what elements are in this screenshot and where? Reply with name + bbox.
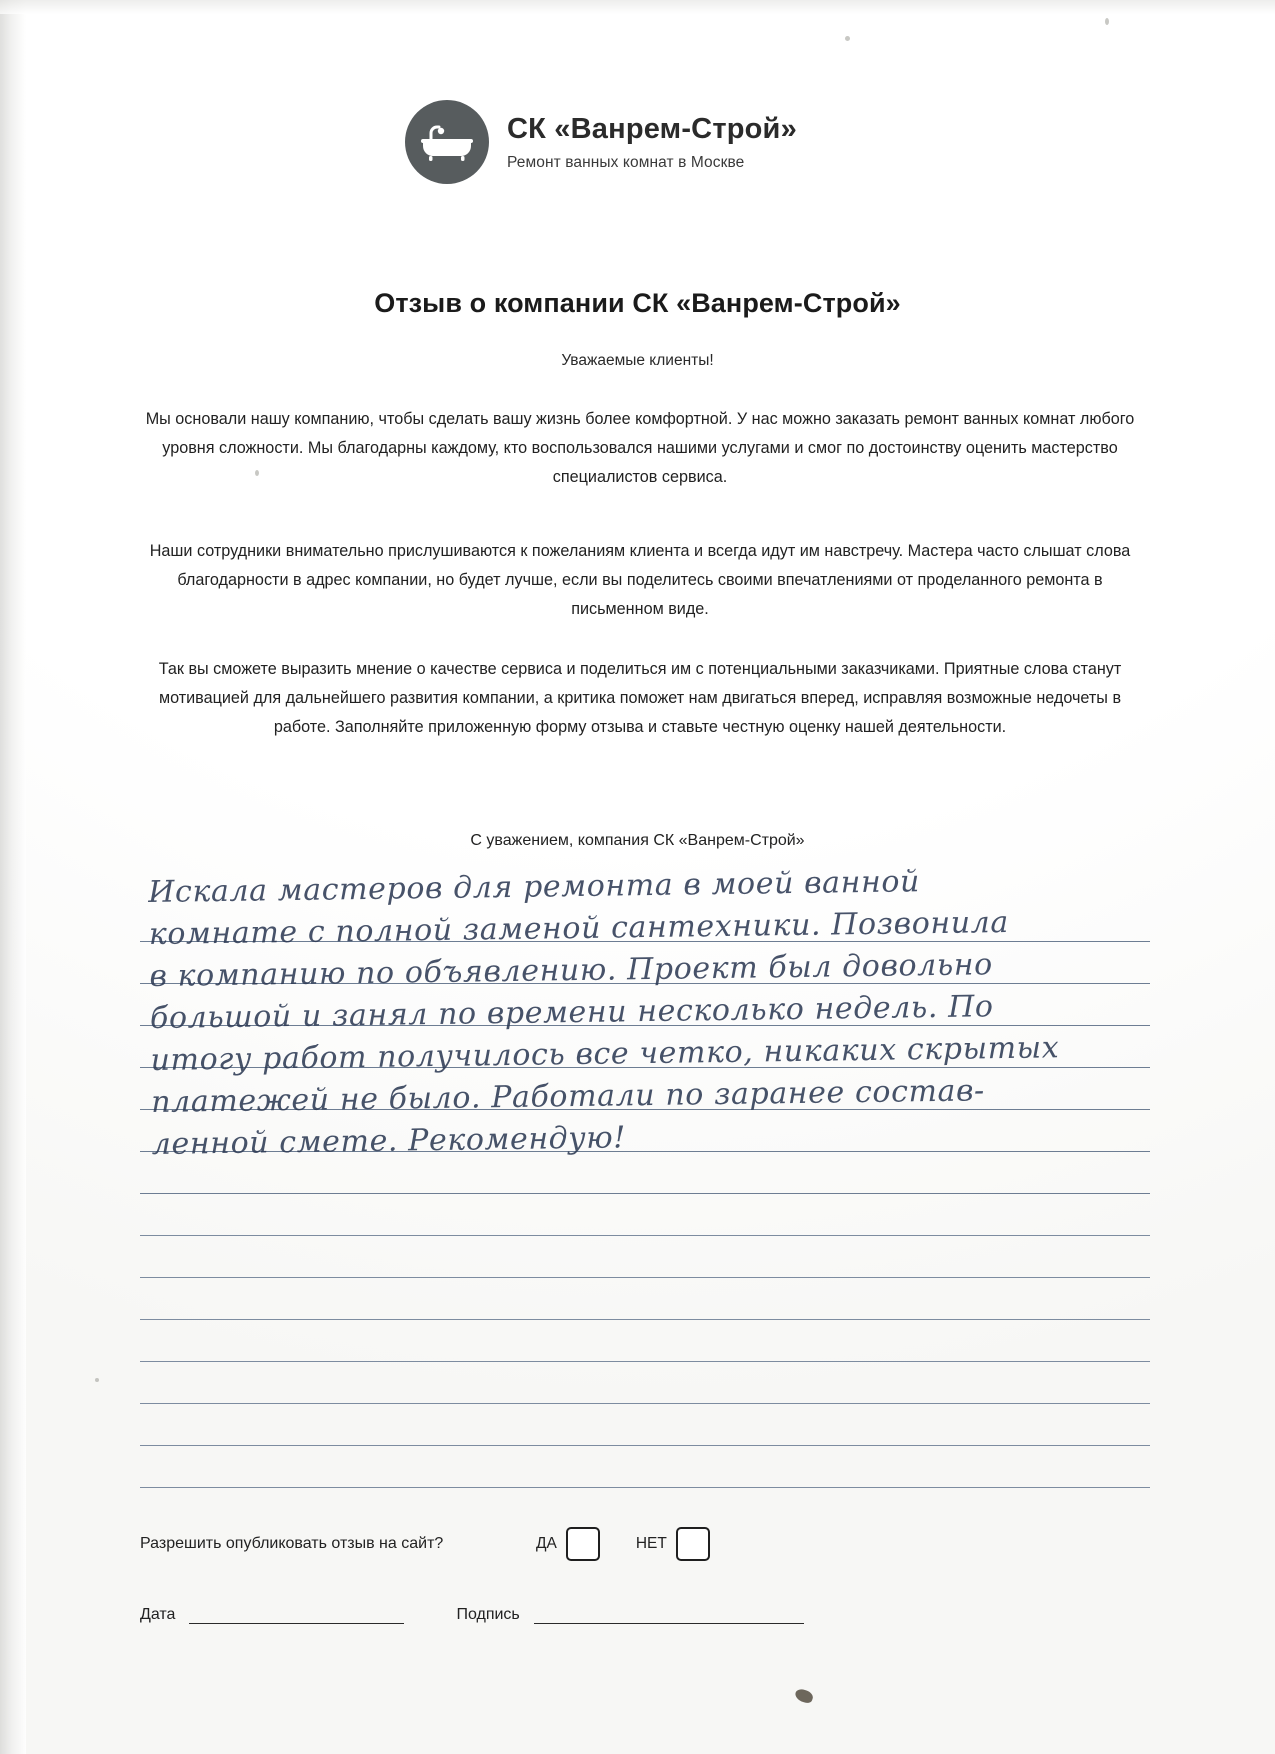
scan-left-edge-shadow bbox=[0, 0, 26, 1754]
publish-no-checkbox[interactable] bbox=[676, 1527, 710, 1561]
bathtub-icon bbox=[405, 100, 489, 184]
salutation: Уважаемые клиенты! bbox=[561, 352, 714, 369]
rule-line bbox=[140, 1194, 1150, 1236]
rule-line bbox=[140, 1404, 1150, 1446]
letterhead bbox=[405, 100, 797, 184]
rule-line bbox=[140, 1068, 1150, 1110]
publish-yes-checkbox[interactable] bbox=[566, 1527, 600, 1561]
publish-option-no[interactable] bbox=[636, 1527, 710, 1561]
publish-option-no-label: НЕТ bbox=[635, 1535, 667, 1552]
body-paragraph-3: Так вы сможете выразить мнение о качестве сервиса и поделиться им с потенциальными заказчиками. Приятные слова станут мотивацией для дальнейшего развития компании, а критика поможет нам двигаться вперед, исправляя возможные недочеты в работе. Заполняйте приложенную форму отзыва и ставьте честную оценку нашей деятельности. bbox=[158, 660, 1122, 736]
signature-input[interactable] bbox=[534, 1605, 804, 1624]
handwritten-review-text: Искала мастеров для ремонта в моей ванной комнате с полной заменой сантехники. Позвонила в компанию по объявлению. Проект был довольно большой и занял по времени несколько недель. По итогу работ получилось все четко, никаких скрытых платежей не было. Работали по заранее состав- ленной смете. Рекомендую! bbox=[148, 864, 1060, 1162]
date-signature-row bbox=[140, 1605, 1150, 1624]
publish-option-yes[interactable] bbox=[536, 1527, 600, 1561]
body-paragraph-1: Мы основали нашу компанию, чтобы сделать вашу жизнь более комфортной. У нас можно заказать ремонт ванных комнат любого уровня сложности. Мы благодарны каждому, кто воспользовался нашими услугами и смог по достоинству оценить мастерство специалистов сервиса. bbox=[145, 410, 1135, 486]
ink-blot-mark bbox=[794, 1688, 815, 1705]
rule-line bbox=[140, 1152, 1150, 1194]
publish-permission-question: Разрешить опубликовать отзыв на сайт? bbox=[140, 1535, 444, 1552]
rule-line bbox=[140, 1236, 1150, 1278]
date-input[interactable] bbox=[189, 1605, 404, 1624]
scan-speck bbox=[845, 36, 850, 41]
scan-speck bbox=[95, 1378, 99, 1382]
review-lines-area[interactable] bbox=[140, 900, 1150, 1488]
scan-top-edge-shadow bbox=[0, 0, 1275, 14]
company-tagline: Ремонт ванных комнат в Москве bbox=[507, 153, 745, 171]
rule-line bbox=[140, 984, 1150, 1026]
rule-line bbox=[140, 1026, 1150, 1068]
rule-line bbox=[140, 1320, 1150, 1362]
rule-line bbox=[140, 1362, 1150, 1404]
rule-line bbox=[140, 1446, 1150, 1488]
rule-line bbox=[140, 1110, 1150, 1152]
scan-speck bbox=[1105, 18, 1109, 25]
rule-line bbox=[140, 900, 1150, 942]
publish-permission-row bbox=[140, 1527, 1150, 1561]
publish-option-yes-label: ДА bbox=[536, 1535, 557, 1552]
company-name: СК «Ванрем-Строй» bbox=[507, 113, 797, 146]
rule-line bbox=[140, 942, 1150, 984]
signoff: С уважением, компания СК «Ванрем-Строй» bbox=[470, 832, 805, 849]
body-paragraph-2: Наши сотрудники внимательно прислушиваются к пожеланиям клиента и всегда идут им навстречу. Мастера часто слышат слова благодарности в адрес компании, но будет лучше, если вы поделитесь своими впечатлениями от проделанного ремонта в письменном виде. bbox=[149, 542, 1131, 618]
date-label: Дата bbox=[140, 1606, 176, 1623]
page-title: Отзыв о компании СК «Ванрем-Строй» bbox=[374, 288, 901, 318]
signature-label: Подпись bbox=[456, 1606, 520, 1623]
rule-line bbox=[140, 1278, 1150, 1320]
